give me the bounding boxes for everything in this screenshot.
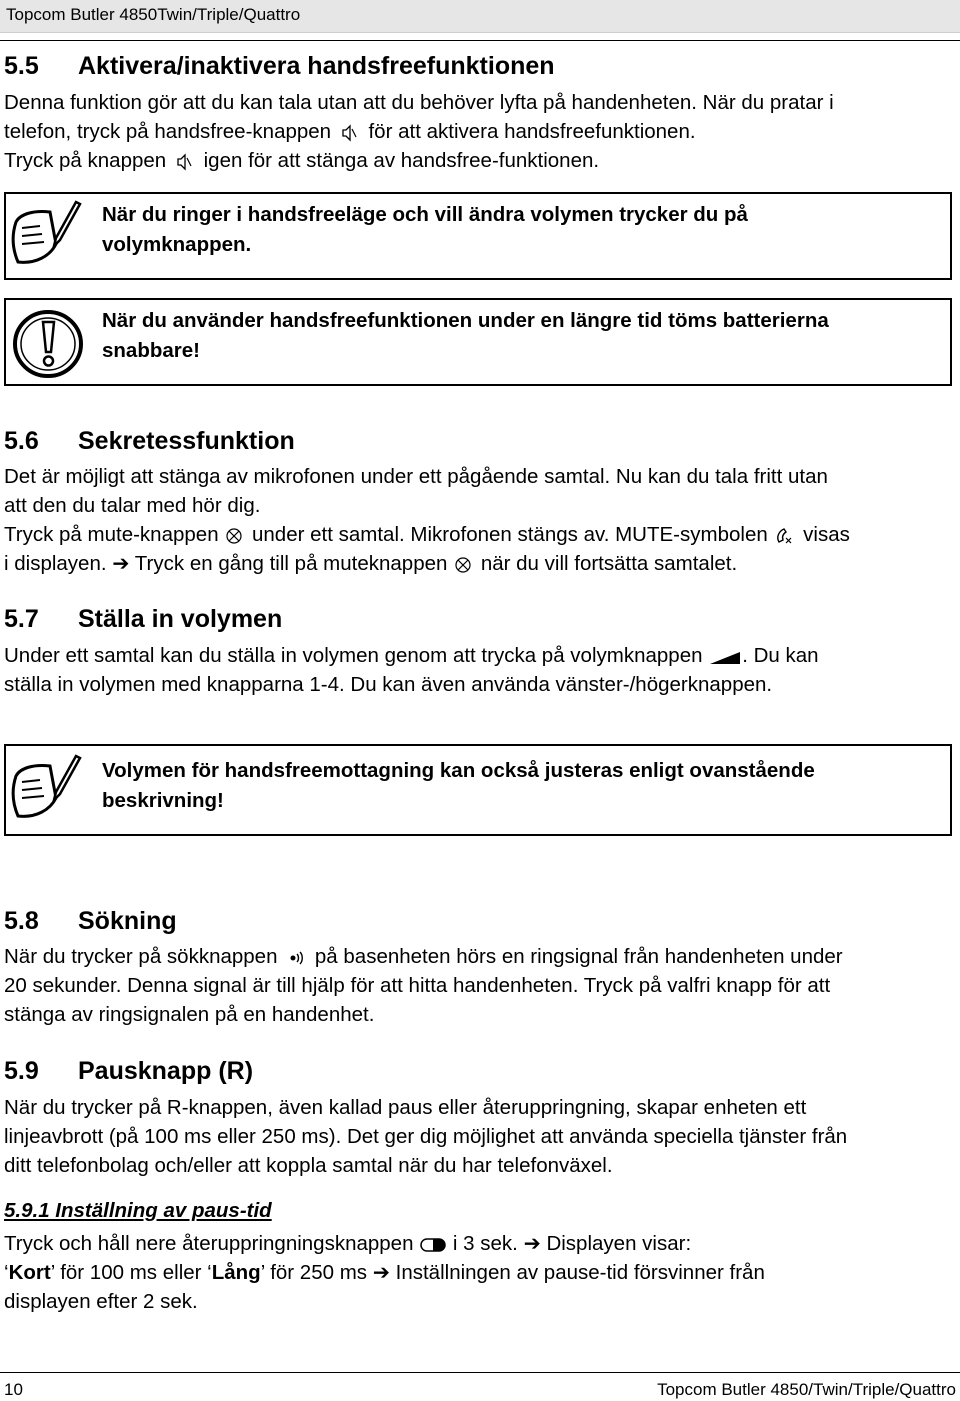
section-number: 5.9 bbox=[4, 1057, 39, 1085]
redial-icon bbox=[419, 1236, 447, 1254]
text-line bbox=[4, 549, 956, 578]
section-5-9-body bbox=[4, 1093, 956, 1180]
text-line: När du trycker på R-knappen, även kallad paus eller återuppringning, skapar enheten ett bbox=[4, 1096, 807, 1119]
section-5-7-heading bbox=[4, 605, 282, 634]
text-run: Displayen visar: bbox=[546, 1232, 692, 1255]
note-box bbox=[4, 192, 952, 280]
footer-rule bbox=[0, 1372, 960, 1373]
warning-icon bbox=[10, 304, 88, 382]
text-line: stänga av ringsignalen på en handenhet. bbox=[4, 1003, 375, 1026]
section-title: Aktivera/inaktivera handsfreefunktionen bbox=[78, 52, 555, 80]
section-title: Pausknapp (R) bbox=[78, 1057, 254, 1085]
speaker-icon bbox=[337, 124, 363, 142]
section-number: 5.6 bbox=[4, 427, 39, 455]
text-line: Det är möjligt att stänga av mikrofonen under ett pågående samtal. Nu kan du tala fritt utan bbox=[4, 465, 828, 488]
subsection-5-9-1-heading: 5.9.1 Inställning av paus-tid bbox=[4, 1199, 272, 1222]
text-run: Tryck en gång till på muteknappen bbox=[134, 552, 448, 575]
section-5-7-body bbox=[4, 641, 956, 699]
text-line: att den du talar med hör dig. bbox=[4, 494, 261, 517]
text-line: snabbare! bbox=[102, 339, 200, 362]
text-line: linjeavbrott (på 100 ms eller 250 ms). Det ger dig möjlighet att använda speciella tjänster från bbox=[4, 1125, 848, 1148]
option-kort: Kort bbox=[8, 1261, 51, 1284]
mute-symbol-icon bbox=[773, 526, 797, 546]
note-text bbox=[102, 756, 815, 816]
text-run: Under ett samtal kan du ställa in volymen genom att trycka på volymknappen bbox=[4, 644, 703, 667]
text-run: Inställningen av pause-tid försvinner från bbox=[395, 1261, 765, 1284]
arrow-right-icon: ➔ bbox=[523, 1232, 541, 1255]
text-run: när du vill fortsätta samtalet. bbox=[480, 552, 738, 575]
text-run: När du trycker på sökknappen bbox=[4, 945, 278, 968]
text-line bbox=[4, 146, 956, 175]
section-5-5-heading bbox=[4, 52, 555, 81]
section-5-6-heading bbox=[4, 427, 295, 456]
text-line bbox=[4, 942, 956, 971]
text-line: volymknappen. bbox=[102, 233, 252, 256]
section-5-9-heading bbox=[4, 1057, 253, 1086]
text-line bbox=[4, 117, 956, 146]
note-pen-icon bbox=[10, 200, 86, 276]
text-run: Tryck och håll nere återuppringningsknappen bbox=[4, 1232, 414, 1255]
option-lang: Lång bbox=[211, 1261, 261, 1284]
text-run: på basenheten hörs en ringsignal från handenheten under bbox=[314, 945, 843, 968]
speaker-icon bbox=[172, 153, 198, 171]
arrow-right-icon: ➔ bbox=[372, 1261, 390, 1284]
section-title: Sekretessfunktion bbox=[78, 427, 295, 455]
text-run: i 3 sek. bbox=[452, 1232, 518, 1255]
text-run: igen för att stänga av handsfree-funktionen. bbox=[203, 149, 600, 172]
text-line: Denna funktion gör att du kan tala utan att du behöver lyfta på handenheten. När du pratar i bbox=[4, 91, 834, 114]
page-number: 10 bbox=[4, 1380, 23, 1399]
text-line: ställa in volymen med knapparna 1-4. Du kan även använda vänster-/högerknappen. bbox=[4, 673, 773, 696]
mute-icon bbox=[453, 555, 475, 575]
text-line: displayen efter 2 sek. bbox=[4, 1290, 198, 1313]
note-box bbox=[4, 744, 952, 836]
section-title: Sökning bbox=[78, 907, 177, 935]
paging-icon bbox=[283, 948, 309, 968]
text-line bbox=[4, 1229, 956, 1258]
footer-title: Topcom Butler 4850/Twin/Triple/Quattro bbox=[657, 1380, 956, 1399]
section-5-8-body bbox=[4, 942, 956, 1029]
volume-icon bbox=[708, 648, 742, 666]
text-run: telefon, tryck på handsfree-knappen bbox=[4, 120, 332, 143]
text-run: i displayen. bbox=[4, 552, 107, 575]
text-line: När du använder handsfreefunktionen under en längre tid töms batterierna bbox=[102, 309, 829, 332]
text-line: ditt telefonbolag och/eller att koppla samtal när du har telefonväxel. bbox=[4, 1154, 613, 1177]
section-number: 5.5 bbox=[4, 52, 39, 80]
mute-icon bbox=[224, 526, 246, 546]
text-run: Tryck på knappen bbox=[4, 149, 167, 172]
text-line: När du ringer i handsfreeläge och vill ändra volymen trycker du på bbox=[102, 203, 748, 226]
warning-box bbox=[4, 298, 952, 386]
text-line: beskrivning! bbox=[102, 789, 224, 812]
section-number: 5.8 bbox=[4, 907, 39, 935]
text-run: ‘ bbox=[4, 1261, 9, 1284]
header-rule bbox=[0, 40, 960, 41]
section-5-6-body bbox=[4, 462, 956, 578]
note-pen-icon bbox=[10, 754, 86, 830]
text-line: 20 sekunder. Denna signal är till hjälp för att hitta handenheten. Tryck på valfri knapp för att bbox=[4, 974, 831, 997]
section-5-5-body bbox=[4, 88, 956, 175]
note-text bbox=[102, 200, 748, 260]
subsection-5-9-1-body bbox=[4, 1229, 956, 1316]
text-line bbox=[4, 1258, 956, 1287]
text-run: ’ för 100 ms eller ‘ bbox=[50, 1261, 212, 1284]
text-line bbox=[4, 641, 956, 670]
warning-text bbox=[102, 306, 829, 366]
section-number: 5.7 bbox=[4, 605, 39, 633]
page-header bbox=[0, 0, 960, 33]
text-line bbox=[4, 520, 956, 549]
text-run: ’ för 250 ms bbox=[260, 1261, 368, 1284]
section-5-8-heading bbox=[4, 907, 177, 936]
header-title: Topcom Butler 4850Twin/Triple/Quattro bbox=[6, 5, 301, 24]
text-line: Volymen för handsfreemottagning kan också justeras enligt ovanstående bbox=[102, 759, 815, 782]
section-title: Ställa in volymen bbox=[78, 605, 283, 633]
text-run: för att aktivera handsfreefunktionen. bbox=[368, 120, 696, 143]
text-run: under ett samtal. Mikrofonen stängs av. MUTE-symbolen bbox=[252, 523, 768, 546]
arrow-right-icon: ➔ bbox=[112, 552, 130, 575]
text-run: visas bbox=[803, 523, 850, 546]
text-run: Tryck på mute-knappen bbox=[4, 523, 219, 546]
text-run: . Du kan bbox=[742, 644, 819, 667]
